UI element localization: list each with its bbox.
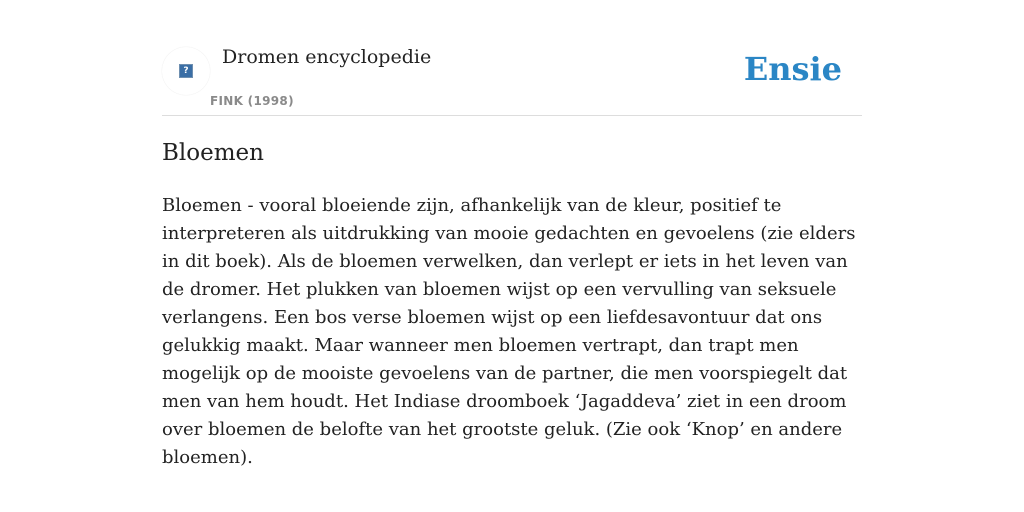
question-mark-icon: ? (179, 64, 193, 78)
entry-title: Bloemen (162, 140, 264, 166)
source-header (162, 40, 862, 116)
source-title[interactable]: Dromen encyclopedie (222, 46, 432, 68)
source-meta: FINK (1998) (210, 94, 294, 108)
source-thumbnail[interactable] (162, 47, 210, 95)
entry-definition: Bloemen - vooral bloeiende zijn, afhankelijk van de kleur, positief te interpreteren als uitdrukking van mooie gedachten en gevoelens (zie elders in dit boek). Als de bloemen verwelken, dan verlept er iets in het leven van de dromer. Het plukken van bloemen wijst op een vervulling van seksuele verlangens. Een bos verse bloemen wijst op een liefdesavontuur dat ons gelukkig maakt. Maar wanneer men bloemen vertrapt, dan trapt men mogelijk op de mooiste gevoelens van de partner, die men voorspiegelt dat men van hem houdt. Het Indiase droomboek ‘Jagaddeva’ ziet in een droom over bloemen de belofte van het grootste geluk. (Zie ook ‘Knop’ en andere bloemen). (162, 195, 856, 468)
brand-logo[interactable]: Ensie (743, 50, 842, 88)
